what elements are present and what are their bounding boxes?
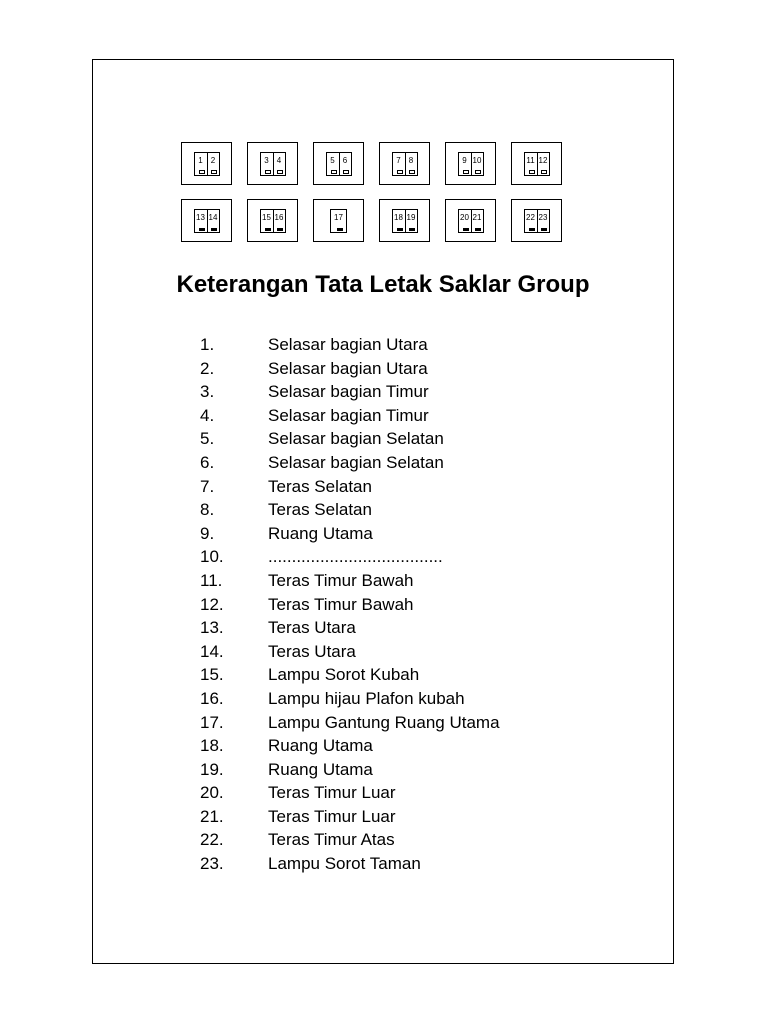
switch-rocker: 21 [471,210,483,232]
switch-plate [392,152,418,176]
legend-number: 21. [200,806,224,826]
legend-number: 7. [200,476,215,496]
legend-label: Lampu Sorot Taman [268,854,421,874]
switch-box [511,142,562,185]
legend-item [200,380,500,404]
legend-label: Lampu Sorot Kubah [268,665,420,685]
legend-item [200,758,500,782]
legend-item [200,522,500,546]
legend-item [200,404,500,428]
legend-label: Teras Timur Luar [268,806,396,826]
switch-rocker: 12 [537,153,549,175]
document-page [92,59,674,964]
switch-box [445,142,496,185]
legend-item [200,828,500,852]
legend-label: Selasar bagian Timur [268,382,429,402]
legend-label: ..................................... [268,547,443,567]
legend-label: Teras Utara [268,618,356,638]
switch-plate [524,152,550,176]
legend-number: 6. [200,452,215,472]
legend-label: Lampu hijau Plafon kubah [268,688,465,708]
switch-box [379,199,430,242]
legend-number: 20. [200,783,224,803]
legend-item [200,663,500,687]
legend-number: 17. [200,712,224,732]
legend-label: Selasar bagian Timur [268,405,429,425]
switch-rocker: 23 [537,210,549,232]
legend-label: Teras Timur Bawah [268,570,414,590]
switch-box [313,199,364,242]
legend-number: 13. [200,618,224,638]
legend-item [200,781,500,805]
legend-item [200,734,500,758]
switch-plate [392,209,418,233]
switch-box [247,142,298,185]
switch-row-bottom [181,199,562,242]
legend-label: Selasar bagian Selatan [268,429,444,449]
legend-item [200,333,500,357]
switch-rocker: 16 [273,210,285,232]
legend-label: Teras Selatan [268,476,372,496]
legend-label: Ruang Utama [268,759,373,779]
legend-label: Teras Timur Bawah [268,594,414,614]
legend-number: 16. [200,688,224,708]
legend-number: 12. [200,594,224,614]
switch-rocker: 11 [525,153,537,175]
legend-number: 19. [200,759,224,779]
switch-rocker: 6 [339,153,351,175]
switch-rocker: 1 [195,153,207,175]
legend-item [200,711,500,735]
legend-number: 15. [200,665,224,685]
switch-box [181,199,232,242]
switch-plate [194,152,220,176]
legend-label: Teras Selatan [268,500,372,520]
legend-item [200,545,500,569]
legend-item [200,569,500,593]
switch-rocker: 9 [459,153,471,175]
legend-item [200,616,500,640]
switch-legend-list [200,333,500,876]
switch-box [379,142,430,185]
switch-box [445,199,496,242]
switch-rocker: 2 [207,153,219,175]
legend-number: 14. [200,641,224,661]
switch-rocker: 17 [331,210,346,232]
legend-item [200,640,500,664]
switch-box [247,199,298,242]
switch-plate [458,209,484,233]
legend-item [200,475,500,499]
document-title: Keterangan Tata Letak Saklar Group [176,271,590,298]
legend-item [200,852,500,876]
legend-item [200,687,500,711]
switch-rocker: 3 [261,153,273,175]
switch-rocker: 10 [471,153,483,175]
legend-number: 23. [200,854,224,874]
legend-item [200,593,500,617]
switch-rocker: 8 [405,153,417,175]
legend-item [200,357,500,381]
legend-item [200,498,500,522]
legend-number: 11. [200,570,223,590]
legend-item [200,427,500,451]
legend-label: Selasar bagian Utara [268,335,428,354]
switch-box [181,142,232,185]
switch-plate [524,209,550,233]
switch-row-top [181,142,562,185]
legend-label: Lampu Gantung Ruang Utama [268,712,500,732]
switch-plate [330,209,347,233]
legend-number: 5. [200,429,215,449]
switch-rocker: 13 [195,210,207,232]
switch-rocker: 14 [207,210,219,232]
legend-number: 9. [200,523,215,543]
switch-plate [260,209,286,233]
legend-label: Ruang Utama [268,736,373,756]
switch-plate [194,209,220,233]
switch-box [313,142,364,185]
switch-plate [260,152,286,176]
switch-rocker: 18 [393,210,405,232]
legend-number: 3. [200,382,215,402]
switch-rocker: 22 [525,210,537,232]
switch-plate [458,152,484,176]
legend-label: Teras Utara [268,641,356,661]
switch-rocker: 5 [327,153,339,175]
legend-item [200,451,500,475]
legend-label: Teras Timur Atas [268,830,395,850]
legend-number: 8. [200,500,215,520]
switch-rocker: 7 [393,153,405,175]
switch-rocker: 4 [273,153,285,175]
switch-rocker: 20 [459,210,471,232]
switch-plate [326,152,352,176]
legend-label: Teras Timur Luar [268,783,396,803]
legend-label: Selasar bagian Utara [268,358,428,378]
legend-number: 22. [200,830,224,850]
legend-number: 4. [200,405,215,425]
switch-box [511,199,562,242]
legend-number: 1. [200,335,215,354]
legend-number: 10. [200,547,224,567]
legend-number: 18. [200,736,224,756]
legend-label: Ruang Utama [268,523,373,543]
switch-rocker: 19 [405,210,417,232]
legend-item [200,805,500,829]
switch-rocker: 15 [261,210,273,232]
legend-number: 2. [200,358,215,378]
legend-label: Selasar bagian Selatan [268,452,444,472]
